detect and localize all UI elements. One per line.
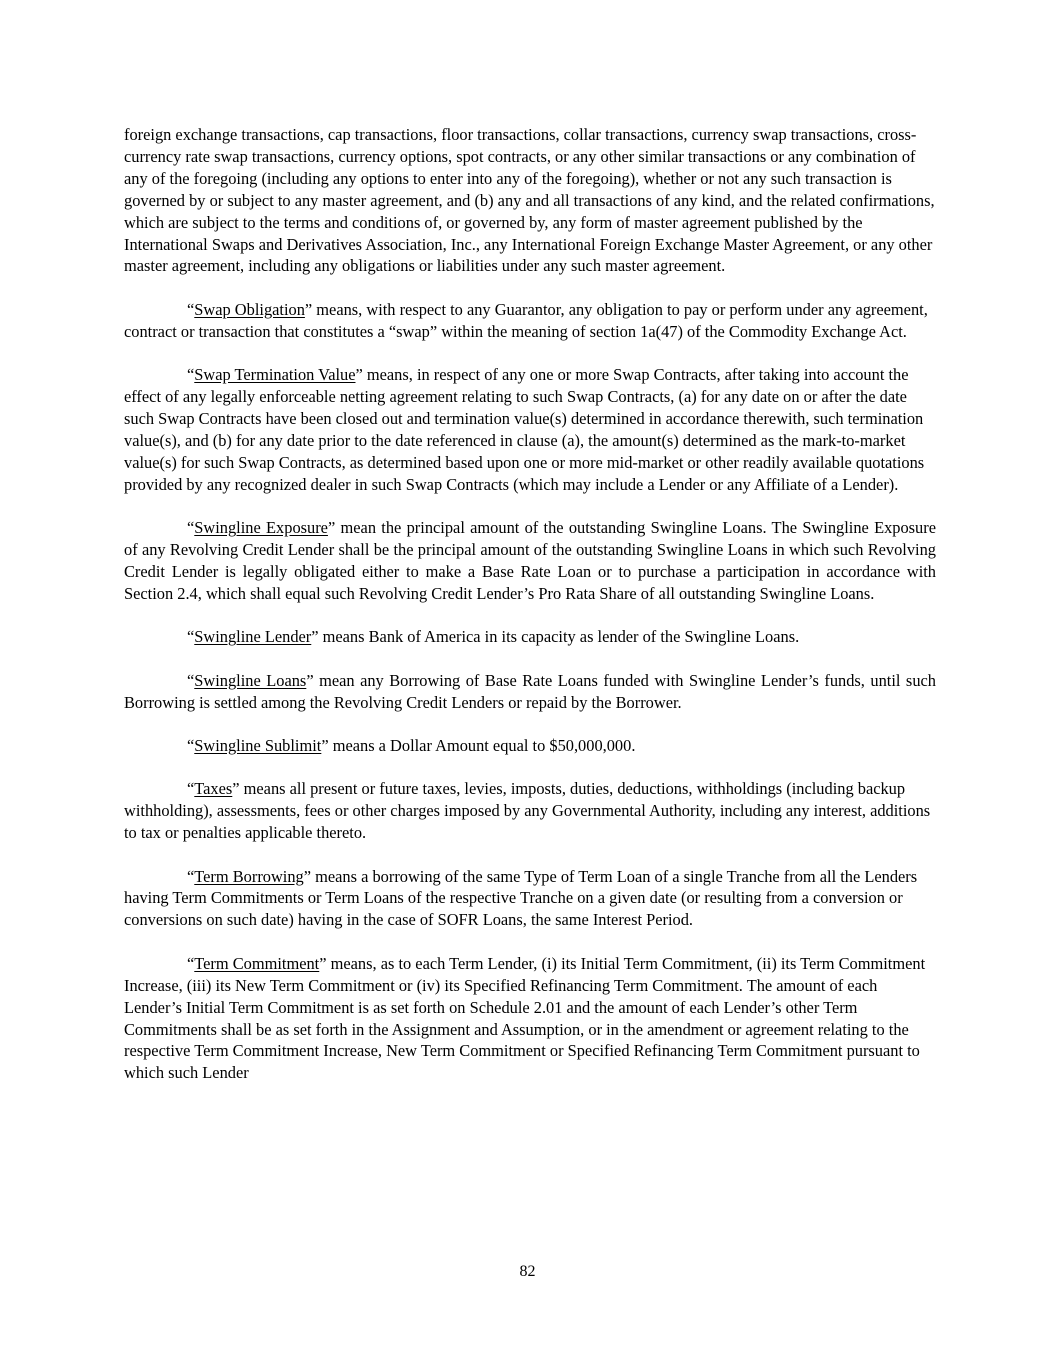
paragraph-swap-contract-continued: [124, 124, 936, 277]
page-number: 82: [519, 1263, 536, 1280]
definition-taxes: [124, 778, 936, 844]
definition-body: ” means, with respect to any Guarantor, any obligation to pay or perform under any agreement, contract or transaction that constitutes a “swap” within the meaning of section 1a(47) of the Commodity Exchange Act.: [124, 299, 928, 341]
open-quote: “: [187, 735, 195, 755]
open-quote: “: [187, 953, 195, 973]
definition-body: ” means a borrowing of the same Type of Term Loan of a single Tranche from all the Lenders having Term Commitments or Term Loans of the respective Tranche on a given date (or resulting from a conversion or conversions on such date) having in the case of SOFR Loans, the same Interest Period.: [124, 866, 918, 930]
paragraph-body: foreign exchange transactions, cap transactions, floor transactions, collar transactions, currency swap transactions, cross-currency rate swap transactions, currency options, spot contracts, or any other similar transactions or any combination of any of the foregoing (including any options to enter into any of the foregoing), whether or not any such transaction is governed by or subject to any master agreement, and (b) any and all transactions of any kind, and the related confirmations, which are subject to the terms and conditions of, or governed by, any form of master agreement published by the International Swaps and Derivatives Association, Inc., any International Foreign Exchange Master Agreement, or any other master agreement, including any obligations or liabilities under any such master agreement.: [124, 125, 935, 276]
definition-body: ” mean the principal amount of the outstanding Swingline Loans. The Swingline Exposure of any Revolving Credit Lender shall be the principal amount of the outstanding Swingline Loans in which such Revolving Credit Lender is legally obligated either to make a Base Rate Loan or to purchase a participation in accordance with Section 2.4, which shall equal such Revolving Credit Lender’s Pro Rata Share of all outstanding Swingline Loans.: [124, 518, 936, 603]
defined-term: Swingline Exposure: [194, 518, 328, 538]
open-quote: “: [187, 627, 195, 647]
definition-swap-termination-value: [124, 364, 936, 495]
open-quote: “: [187, 518, 195, 538]
open-quote: “: [187, 670, 195, 690]
definition-term-borrowing: [124, 866, 936, 932]
open-quote: “: [187, 779, 195, 799]
definition-body: ” means a Dollar Amount equal to $50,000,000.: [321, 735, 636, 755]
defined-term: Swap Obligation: [194, 299, 305, 319]
defined-term: Swingline Lender: [194, 627, 312, 647]
document-page: [124, 124, 936, 1106]
definition-body: ” means all present or future taxes, levies, imposts, duties, deductions, withholdings (including backup withholding), assessments, fees or other charges imposed by any Governmental Authority, including any interest, additions to tax or penalties applicable thereto.: [124, 779, 931, 843]
open-quote: “: [187, 365, 195, 385]
open-quote: “: [187, 866, 195, 886]
defined-term: Term Commitment: [194, 953, 320, 973]
definition-body: ” means Bank of America in its capacity as lender of the Swingline Loans.: [311, 627, 800, 647]
definition-swingline-loans: [124, 670, 936, 714]
open-quote: “: [187, 299, 195, 319]
defined-term: Swingline Sublimit: [194, 735, 322, 755]
definition-body: ” means, as to each Term Lender, (i) its Initial Term Commitment, (ii) its Term Commitment Increase, (iii) its New Term Commitment or (iv) its Specified Refinancing Term Commitment. The amount of each Lender’s Initial Term Commitment is as set forth on Schedule 2.01 and the amount of each Lender’s other Term Commitments shall be as set forth in the Assignment and Assumption, or in the amendment or agreement relating to the respective Term Commitment Increase, New Term Commitment or Specified Refinancing Term Commitment pursuant to which such Lender: [124, 953, 926, 1083]
defined-term: Swingline Loans: [194, 670, 307, 690]
definition-body: ” means, in respect of any one or more Swap Contracts, after taking into account the effect of any legally enforceable netting agreement relating to such Swap Contracts, (a) for any date on or after the date such Swap Contracts have been closed out and termination value(s) determined in accordance therewith, such termination value(s), and (b) for any date prior to the date referenced in clause (a), the amount(s) determined as the mark-to-market value(s) for such Swap Contracts, as determined based upon one or more mid-market or other readily available quotations provided by any recognized dealer in such Swap Contracts (which may include a Lender or any Affiliate of a Lender).: [124, 365, 925, 494]
defined-term: Term Borrowing: [194, 866, 304, 886]
defined-term: Taxes: [194, 779, 233, 799]
definition-term-commitment: [124, 953, 936, 1084]
definition-swingline-lender: [124, 626, 936, 648]
defined-term: Swap Termination Value: [194, 365, 356, 385]
definition-swingline-exposure: [124, 517, 936, 605]
definition-body: ” mean any Borrowing of Base Rate Loans funded with Swingline Lender’s funds, until such Borrowing is settled among the Revolving Credit Lenders or repaid by the Borrower.: [124, 670, 936, 712]
definition-swap-obligation: [124, 299, 936, 343]
definition-swingline-sublimit: [124, 735, 936, 757]
